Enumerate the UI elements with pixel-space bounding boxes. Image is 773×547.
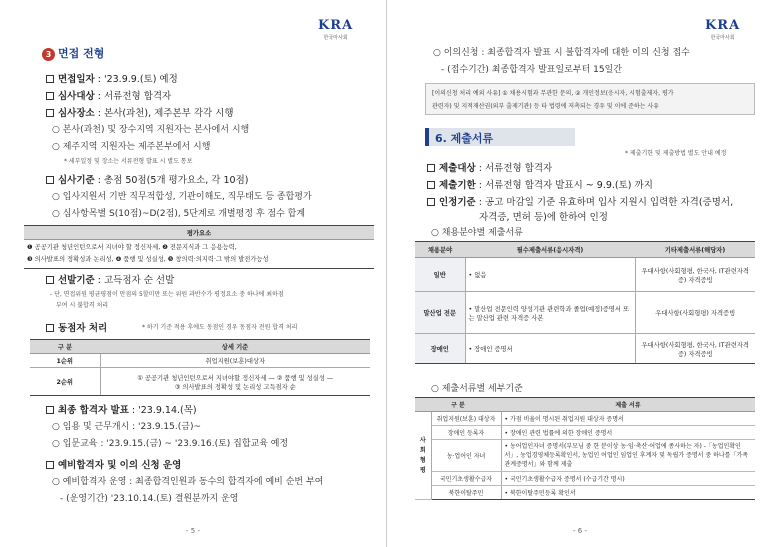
documents-table bbox=[415, 241, 755, 364]
page-5 bbox=[0, 0, 386, 547]
selection-criteria: 선발기준 : 고득점자 순 선발 bbox=[46, 272, 174, 286]
table-row: 북한이탈주민 • 북한이탈주민등록 확인서 bbox=[415, 486, 755, 500]
final-announcement: 최종 합격자 발표 : '23.9.14.(목) bbox=[46, 402, 197, 416]
detail-header-category: 구 분 bbox=[415, 398, 501, 412]
tie-header-category: 구 분 bbox=[30, 340, 100, 354]
selection-note-2: 부여 시 불합격 처리 bbox=[56, 302, 109, 309]
crit-row bbox=[24, 240, 374, 269]
section-number-badge: 3 bbox=[42, 48, 55, 61]
docs-header-required: 필수제출서류(응시자격) bbox=[465, 242, 635, 258]
doc-deadline: 제출기한 : 서류전형 합격자 발표시 ~ 9.9.(토) 까지 bbox=[427, 177, 653, 191]
doc-target: 제출대상 : 서류전형 합격자 bbox=[427, 160, 552, 174]
section-title-documents: 6. 제출서류 bbox=[425, 128, 575, 146]
final-detail-1: ○ 임용 및 근무개시 : '23.9.15.(금)~ bbox=[52, 422, 201, 432]
table-row: 사회형평 취업지원(보훈) 대상자 • 가점 비율이 명시된 취업지원 대상자 증명서 bbox=[415, 412, 755, 426]
logo-sub: 한국마사회 bbox=[710, 35, 735, 41]
table-row: 장애인 등록자 • 장애인 관련 법률에 의한 장애인 증명서 bbox=[415, 426, 755, 440]
doc-recognition: 인정기준 : 공고 마감일 기준 유효하며 입사 지원시 입력한 자격(증명서, bbox=[427, 194, 733, 208]
interview-criteria: 심사기준 : 총점 50점(5개 평가요소, 각 10점) bbox=[46, 172, 248, 186]
table-row: 1순위 취업지원(보훈)대상자 bbox=[30, 354, 370, 368]
place-detail-1: ○ 본사(과천) 및 장수지역 지원자는 본사에서 시행 bbox=[52, 125, 250, 135]
section-title-interview bbox=[42, 45, 104, 61]
objection-detail-2: - (접수기간) 최종합격자 발표일로부터 15일간 bbox=[441, 65, 622, 75]
page-6 bbox=[387, 0, 773, 547]
crit-header: 평가요소 bbox=[24, 226, 374, 240]
table-row: 말산업 전문 • 말산업 전문인력 양성기관 관련학과 졸업(예정)증명서 또는 말산업 관련 자격증 사본 우대사항(사회형평) 자격증빙 bbox=[415, 292, 755, 334]
docs-header-field: 채용분야 bbox=[415, 242, 465, 258]
criteria-detail-1: ○ 입사지원서 기반 직무적합성, 기관이해도, 직무태도 등 종합평가 bbox=[52, 192, 312, 202]
page-number: - 6 - bbox=[573, 527, 587, 535]
objection-exception-box bbox=[425, 83, 755, 115]
interview-target: 심사대상 : 서류전형 합격자 bbox=[46, 88, 171, 102]
table-row: 농·업어인 자녀 • 농어업인자녀 증명서(부모님 중 한 분이상 농·임·축산·어업에 종사하는 자) -「농업인확인서」, 농업경영체등록확인서, 농업인 어업인 임업인 후계자 및 독립가 증명서 중 하나를「가족관계증명서」와 함께 제출 bbox=[415, 440, 755, 472]
logo-sub: 한국마사회 bbox=[323, 35, 348, 41]
selection-note-1: - 단, 면접위원 평균평점이 만점의 5할미만 또는 위원 과반수가 평정요소 중 하나에 최하점 bbox=[50, 291, 284, 298]
tie-note: * 하기 기준 적용 후에도 동점인 경우 동점자 전원 합격 처리 bbox=[142, 324, 298, 331]
interview-place: 심사장소 : 본사(과천), 제주본부 각각 시행 bbox=[46, 105, 234, 119]
detail-header-doc: 제출 서류 bbox=[501, 398, 755, 412]
place-detail-2: ○ 제주지역 지원자는 제주본부에서 시행 bbox=[52, 142, 211, 152]
crit-line-1: ❶ 공공기관 청년인턴으로서 지녀야 할 정신자세, ❷ 전문지식과 그 응용능력, bbox=[27, 244, 237, 251]
tie-handling: 동점자 처리 bbox=[46, 320, 107, 334]
table-row: 장애인 • 장애인 증명서 우대사항(사회형평, 한국사, IT관련자격증) 자격증빙 bbox=[415, 334, 755, 364]
logo-mark: KRA bbox=[318, 18, 354, 33]
tie-header-detail: 상세 기준 bbox=[100, 340, 370, 354]
evaluation-elements-table bbox=[24, 225, 374, 269]
detail-table bbox=[415, 397, 755, 500]
reserve-section: 예비합격자 및 이의 신청 운영 bbox=[46, 457, 181, 471]
exception-line-1: [이의신청 처리 예외 사유] ① 채용시험과 무관한 문의, ② 개인정보(응시자, 시험출제자, 평가 bbox=[432, 90, 674, 97]
reserve-detail-2: - (운영기간) '23.10.14.(토) 결원분까지 운영 bbox=[60, 494, 239, 504]
final-detail-2: ○ 입문교육 : '23.9.15.(금) ~ '23.9.16.(토) 집합교육 예정 bbox=[52, 439, 289, 449]
logo-mark: KRA bbox=[705, 18, 741, 33]
section-title-text: 면접 전형 bbox=[58, 47, 105, 60]
table-row: 국민기초생활수급자 • 국민기초생활수급자 증명서 (수급기간 명시) bbox=[415, 472, 755, 486]
criteria-detail-2: ○ 심사항목별 S(10점)~D(2점), 5단계로 개별평정 후 점수 합계 bbox=[52, 209, 306, 219]
reserve-detail-1: ○ 예비합격자 운영 : 최종합격인원과 동수의 합격자에 예비 순번 부여 bbox=[52, 477, 324, 487]
crit-line-2: ❸ 의사발표의 정확성과 논리성, ❹ 품행 및 성실성, ❺ 창의력·의지력·그 밖의 발전가능성 bbox=[27, 256, 269, 263]
page-number: - 5 - bbox=[186, 527, 200, 535]
documents-note: * 제출기한 및 제출방법 별도 안내 예정 bbox=[625, 150, 727, 157]
kra-logo bbox=[705, 18, 740, 41]
detail-caption: ○ 제출서류별 세부기준 bbox=[431, 384, 523, 394]
exception-line-2: 관련자) 및 지적재산권(외부 출제기관) 등 타 법령에 저촉되는 경우 및 이에 준하는 사유 bbox=[432, 103, 659, 110]
tie-table bbox=[30, 339, 370, 396]
place-note: * 세부일정 및 장소는 서류전형 발표 시 별도 통보 bbox=[64, 158, 193, 165]
objection-detail-1: ○ 이의신청 : 최종합격자 발표 시 불합격자에 대한 이의 신청 접수 bbox=[433, 48, 690, 58]
detail-side-label: 사회형평 bbox=[415, 412, 431, 500]
kra-logo bbox=[318, 18, 353, 41]
interview-date: 면접일자 : '23.9.9.(토) 예정 bbox=[46, 71, 178, 85]
table-row: 2순위 ① 공공기관 청년인턴으로서 지녀야할 정신자세 — ② 품행 및 성실성 — ③ 의사발표의 정확성 및 논리성 고득점자 순 bbox=[30, 368, 370, 396]
table-row: 일반 • 없음 우대사항(사회형평, 한국사, IT관련자격증) 자격증빙 bbox=[415, 258, 755, 292]
docs-caption: ○ 채용분야별 제출서류 bbox=[431, 228, 523, 238]
doc-recognition-cont: 자격증, 면허 등)에 한하여 인정 bbox=[479, 212, 608, 223]
docs-header-other: 기타제출서류(해당자) bbox=[635, 242, 755, 258]
